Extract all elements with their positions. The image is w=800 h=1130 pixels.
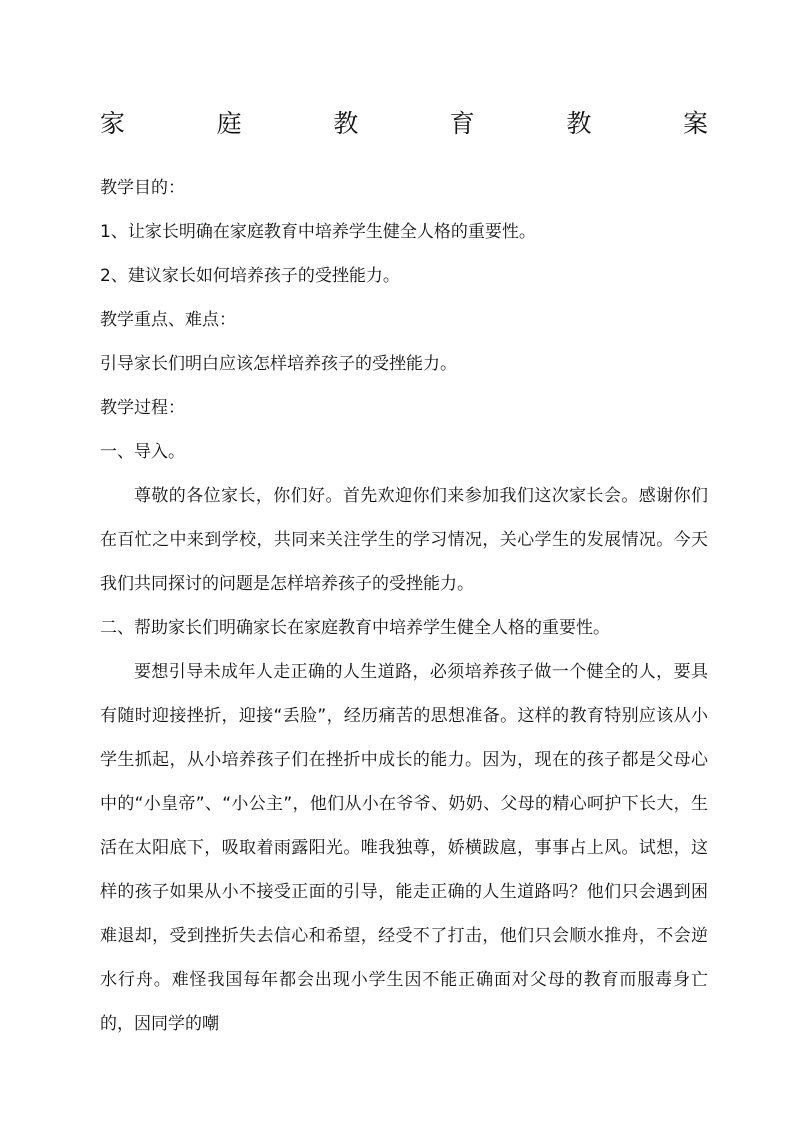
objectives-heading: 教学目的： — [100, 178, 185, 198]
section-heading: 二、帮助家长们明确家长在家庭教育中培养学生健全人格的重要性。 — [100, 618, 610, 638]
key-points-text: 引导家长们明白应该怎样培养孩子的受挫能力。 — [100, 354, 457, 374]
title-char: 教 — [566, 109, 592, 138]
document-title — [100, 106, 708, 142]
key-points-heading: 教学重点、难点： — [100, 310, 236, 330]
objective-item: 2、建议家长如何培养孩子的受挫能力。 — [100, 266, 400, 286]
section-paragraph: 要想引导未成年人走正确的人生道路，必须培养孩子做一个健全的人，要具有随时迎接挫折，迎接“丢脸”，经历痛苦的思想准备。这样的教育特别应该从小学生抓起，从小培养孩子们在挫折中成长的能力。因为，现在的孩子都是父母心中的“小皇帝”、“小公主”，他们从小在爷爷、奶奶、父母的精心呵护下长大，生活在太阳底下，吸取着雨露阳光。唯我独尊，娇横跋扈，事事占上风。试想，这样的孩子如果从小不接受正面的引导，能走正确的人生道路吗？他们只会遇到困难退却，受到挫折失去信心和希望，经受不了打击，他们只会顺水推舟，不会逆水行舟。难怪我国每年都会出现小学生因不能正确面对父母的教育而服毒身亡的，因同学的嘲 — [100, 662, 708, 1034]
objective-item: 1、让家长明确在家庭教育中培养学生健全人格的重要性。 — [100, 222, 536, 242]
title-char: 教 — [333, 109, 359, 138]
title-char: 案 — [682, 109, 708, 138]
title-char: 庭 — [216, 109, 242, 138]
title-char: 家 — [100, 109, 126, 138]
section-heading: 一、导入。 — [100, 442, 185, 462]
section-paragraph: 尊敬的各位家长，你们好。首先欢迎你们来参加我们这次家长会。感谢你们在百忙之中来到学校，共同来关注学生的学习情况，关心学生的发展情况。今天我们共同探讨的问题是怎样培养孩子的受挫能力。 — [100, 486, 708, 594]
document-body — [100, 166, 708, 1046]
process-heading: 教学过程： — [100, 398, 185, 418]
title-char: 育 — [449, 109, 475, 138]
